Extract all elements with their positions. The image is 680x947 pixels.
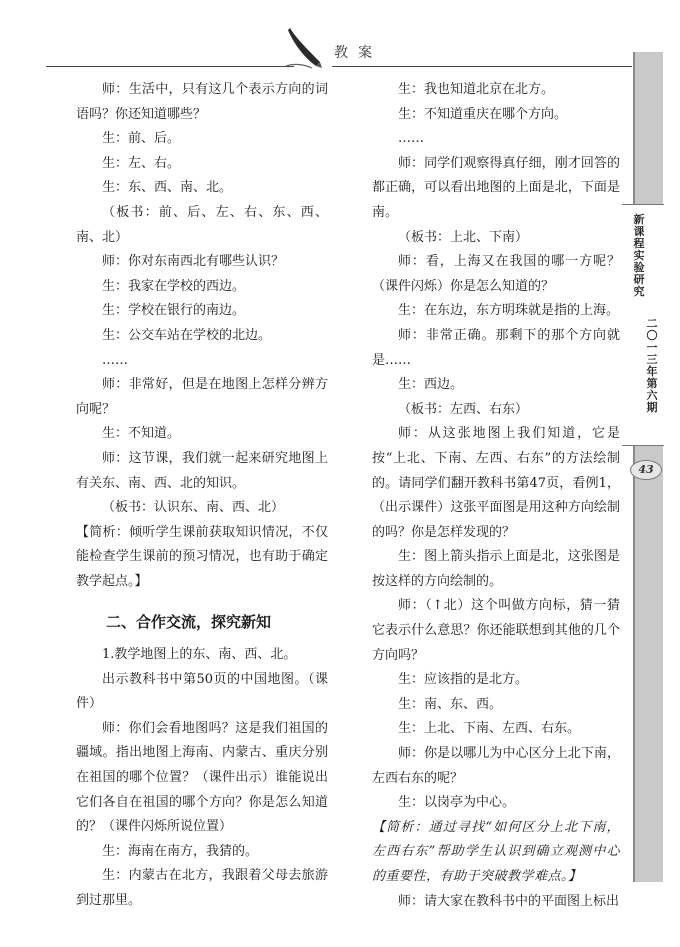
paragraph: 生：左、右。 bbox=[102, 155, 181, 171]
paragraph: 生：公交车站在学校的北边。 bbox=[102, 327, 272, 343]
left-column bbox=[76, 78, 328, 914]
paragraph: 生：我家在学校的西边。 bbox=[102, 278, 246, 294]
page-number: 43 bbox=[630, 460, 662, 480]
paragraph: 生：南、东、西。 bbox=[398, 696, 503, 712]
paragraph: 生：应该指的是北方。 bbox=[398, 672, 529, 688]
paragraph: 师：你是以哪儿为中心区分上北下南，左西右东的呢？ bbox=[372, 746, 620, 786]
paragraph: 生：东、西、南、北。 bbox=[102, 180, 233, 196]
paragraph: 师：请大家在教科书中的平面图上标出 bbox=[398, 893, 620, 909]
paragraph: 生：内蒙古在北方，我跟着父母去旅游到过那里。 bbox=[76, 868, 328, 908]
header-rule-left bbox=[46, 66, 294, 67]
paragraph: 师：同学们观察得真仔细，刚才回答的都正确，可以看出地图的上面是北，下面是南。 bbox=[372, 155, 620, 220]
right-column bbox=[372, 78, 620, 914]
analysis-note: 【简析：倾听学生课前获取知识情况，不仅能检查学生课前的预习情况，也有助于确定教学起点。】 bbox=[76, 524, 328, 589]
header-rule-right bbox=[332, 66, 632, 67]
paragraph: 生：我也知道北京在北方。 bbox=[398, 82, 555, 97]
paragraph: 师：非常正确。那剩下的那个方向就是…… bbox=[372, 327, 620, 368]
paragraph: 师：从这张地图上我们知道，它是按“上北、下南、左西、右东”的方法绘制的。请同学们翻开教科书第47页，看例1，（出示课件）这张平面图是用这种方向绘制的吗？你是怎样发现的？ bbox=[372, 426, 620, 540]
paragraph: 师：这节课，我们就一起来研究地图上有关东、南、西、北的知识。 bbox=[76, 450, 328, 491]
analysis-note: 【简析：通过寻找“如何区分上北下南，左西右东”帮助学生认识到确立观测中心的重要性，有助于突破教学难点。】 bbox=[372, 819, 620, 884]
paragraph: 生：上北、下南、左西、右东。 bbox=[398, 721, 581, 737]
paragraph: …… bbox=[398, 131, 424, 147]
paragraph: 生：西边。 bbox=[398, 377, 464, 393]
header-title: 教案 bbox=[334, 45, 382, 61]
paragraph: （板书：前、后、左、右、东、西、南、北） bbox=[76, 204, 328, 245]
paragraph: 生：不知道重庆在哪个方向。 bbox=[398, 106, 568, 122]
paragraph: 生：以岗亭为中心。 bbox=[398, 795, 516, 811]
paragraph: 生：海南在南方，我猜的。 bbox=[102, 843, 259, 859]
page-header bbox=[0, 0, 680, 70]
paragraph: 1.教学地图上的东、南、西、北。 bbox=[102, 647, 297, 663]
paragraph: 生：图上箭头指示上面是北，这张图是按这样的方向绘制的。 bbox=[372, 549, 620, 589]
paragraph: （板书：上北、下南） bbox=[398, 229, 529, 245]
paragraph: 出示教科书中第50页的中国地图。（课件） bbox=[76, 671, 328, 712]
paragraph: 师：生活中，只有这几个表示方向的词语吗？你还知道哪些？ bbox=[76, 82, 328, 122]
pen-icon bbox=[282, 26, 326, 70]
paragraph: 师：看，上海又在我国的哪一方呢？（课件闪烁）你是怎么知道的？ bbox=[372, 254, 620, 294]
paragraph: 生：在东边，东方明珠就是指的上海。 bbox=[398, 303, 620, 319]
paragraph: …… bbox=[102, 352, 128, 368]
paragraph: 师：你对东南西北有哪些认识？ bbox=[102, 254, 285, 270]
paragraph: 师：（↑北）这个叫做方向标，猜一猜它表示什么意思？你还能联想到其他的几个方向吗？ bbox=[372, 598, 620, 663]
paragraph: 生：不知道。 bbox=[102, 426, 181, 442]
paragraph: 师：非常好，但是在地图上怎样分辨方向呢？ bbox=[76, 377, 328, 417]
paragraph: 师：你们会看地图吗？这是我们祖国的疆域。指出地图上海南、内蒙古、重庆分别在祖国的哪个位置？（课件出示）谁能说出它们各自在祖国的哪个方向？你是怎么知道的？（课件闪烁所说位置） bbox=[76, 720, 328, 835]
paragraph: （板书：左西、右东） bbox=[398, 401, 529, 417]
journal-name: 新课程实验研究 bbox=[633, 213, 645, 298]
section-heading: 二、合作交流，探究新知 bbox=[106, 613, 272, 632]
paragraph: 生：学校在银行的南边。 bbox=[102, 303, 246, 319]
year-issue: 二〇一三年第六期 bbox=[646, 317, 658, 414]
paragraph: （板书：认识东、南、西、北） bbox=[102, 500, 285, 516]
paragraph: 生：前、后。 bbox=[102, 131, 181, 147]
